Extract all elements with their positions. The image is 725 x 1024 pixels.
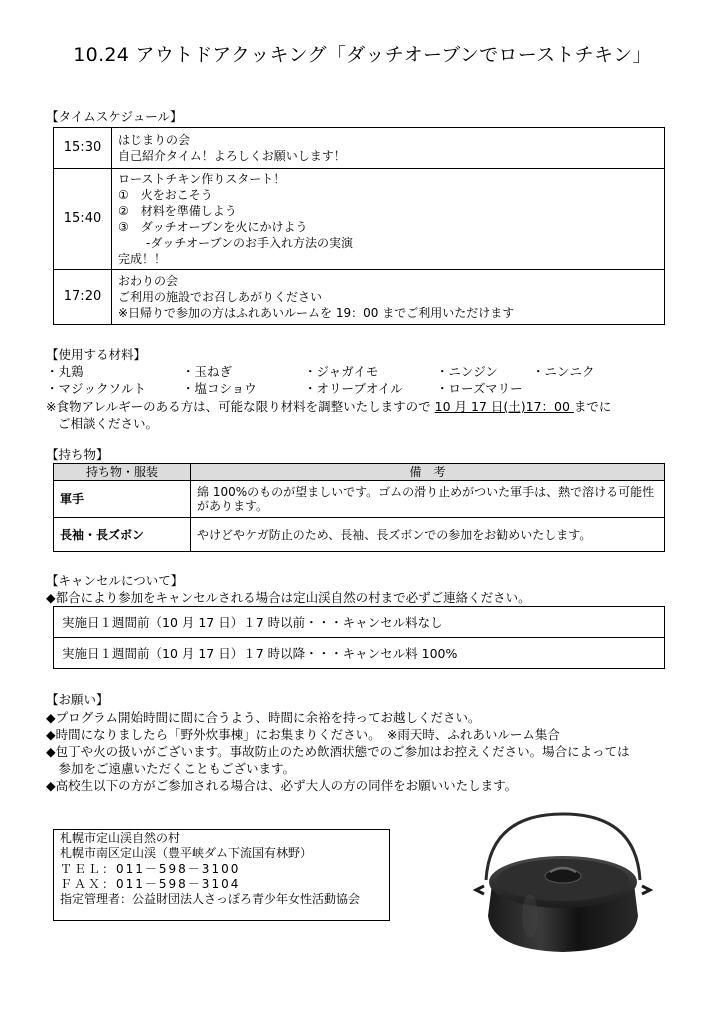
cancel-policy: 実施日１週間前（10 月 17 日）１7 時以降・・・キャンセル料 100%: [54, 638, 665, 669]
schedule-line: ③ ダッチオーブンを火にかけよう: [118, 220, 308, 234]
facility-name: 札幌市定山渓自然の村: [60, 831, 181, 845]
schedule-line: ローストチキン作りスタート！: [118, 172, 286, 186]
table-row: [54, 518, 665, 552]
allergy-deadline: 10 月 17 日(土)17：00: [434, 399, 574, 414]
ingredients-heading: 【使用する材料】: [46, 347, 147, 362]
facility-tel: ＴＥＬ：011－598－3100: [60, 861, 241, 876]
allergy-note: [46, 398, 611, 415]
table-row: [54, 481, 665, 518]
belongings-note: 綿 100%のものが望ましいです。ゴムの滑り止めがついた軍手は、熱で溶ける可能性があります。: [191, 481, 665, 518]
belongings-item: 軍手: [54, 481, 191, 518]
schedule-line: 完成！！: [118, 252, 167, 266]
allergy-note-text: までに: [573, 399, 612, 414]
ingredient-item: ・ジャガイモ: [304, 364, 379, 379]
schedule-detail: [112, 270, 665, 325]
dutch-oven-icon: [470, 806, 656, 958]
cancel-intro: ◆都合により参加をキャンセルされる場合は定山渓自然の村まで必ずご連絡ください。: [46, 590, 531, 605]
contact-box: [53, 829, 390, 921]
schedule-time: 15:40: [54, 169, 112, 270]
schedule-detail: [112, 128, 665, 169]
schedule-row: [54, 169, 665, 270]
schedule-line: ② 材料を準備しよう: [118, 204, 237, 218]
ingredient-item: ・丸鶏: [46, 364, 84, 379]
request-line: 参加をご遠慮いただくこともございます。: [46, 761, 296, 776]
page-title: 10.24 アウトドアクッキング「ダッチオーブンでローストチキン」: [73, 44, 652, 66]
schedule-heading: 【タイムスケジュール】: [46, 109, 183, 124]
belongings-col-item: 持ち物・服装: [54, 464, 191, 481]
schedule-row: [54, 128, 665, 169]
allergy-note-line2: ご相談ください。: [58, 416, 159, 431]
schedule-line: 自己紹介タイム！よろしくお願いします！: [118, 149, 346, 163]
schedule-line: ご利用の施設でお召しあがりください: [118, 290, 323, 304]
request-line: ◆包丁や火の扱いがございます。事故防止のため飲酒状態でのご参加はお控えください。場合によっては: [46, 744, 630, 759]
schedule-line: おわりの会: [118, 274, 179, 288]
belongings-table: [53, 463, 665, 552]
schedule-time: 15:30: [54, 128, 112, 169]
schedule-line: はじまりの会: [118, 133, 191, 147]
belongings-header-row: [54, 464, 665, 481]
schedule-line: ‐ダッチオーブンのお手入れ方法の実演: [146, 236, 354, 250]
schedule-line: ① 火をおこそう: [118, 188, 213, 202]
table-row: [54, 638, 665, 669]
schedule-table: [53, 127, 665, 325]
facility-manager: 指定管理者：公益財団法人さっぽろ青少年女性活動協会: [60, 892, 361, 907]
ingredient-item: ・マジックソルト: [46, 381, 147, 396]
allergy-note-text: ※食物アレルギーのある方は、可能な限り材料を調整いたしますので: [46, 399, 435, 414]
request-line: ◆時間になりましたら「野外炊事棟」にお集まりください。 ※雨天時、ふれあいルーム集合: [46, 727, 560, 742]
ingredient-item: ・オリーブオイル: [304, 381, 403, 396]
ingredient-item: ・玉ねぎ: [182, 364, 233, 379]
facility-address: 札幌市南区定山渓（豊平峡ダム下流国有林野）: [60, 846, 313, 861]
belongings-item: 長袖・長ズボン: [54, 518, 191, 552]
cancel-policy: 実施日１週間前（10 月 17 日）１7 時以前・・・キャンセル料なし: [54, 607, 665, 638]
table-row: [54, 607, 665, 638]
ingredient-item: ・ローズマリー: [436, 381, 523, 396]
belongings-note: やけどやケガ防止のため、長袖、長ズボンでの参加をお勧めいたします。: [191, 518, 665, 552]
ingredient-item: ・ニンジン: [436, 364, 498, 379]
cancel-table: [53, 606, 665, 669]
requests-heading: 【お願い】: [46, 692, 109, 707]
request-line: ◆プログラム開始時間に間に合うよう、時間に余裕を持ってお越しください。: [46, 710, 481, 725]
schedule-line: ※日帰りで参加の方はふれあいルームを 19：00 までご利用いただけます: [118, 306, 515, 320]
schedule-time: 17:20: [54, 270, 112, 325]
belongings-heading: 【持ち物】: [46, 447, 109, 462]
ingredient-item: ・ニンニク: [532, 364, 595, 379]
request-line: ◆高校生以下の方がご参加される場合は、必ず大人の方の同伴をお願いいたします。: [46, 778, 518, 793]
ingredient-item: ・塩コショウ: [182, 381, 257, 396]
schedule-detail: [112, 169, 665, 270]
cancel-heading: 【キャンセルについて】: [46, 573, 184, 588]
facility-fax: ＦＡＸ：011－598－3104: [60, 876, 241, 891]
schedule-row: [54, 270, 665, 325]
ingredients-list: [46, 363, 686, 397]
belongings-col-note: 備 考: [191, 464, 665, 481]
